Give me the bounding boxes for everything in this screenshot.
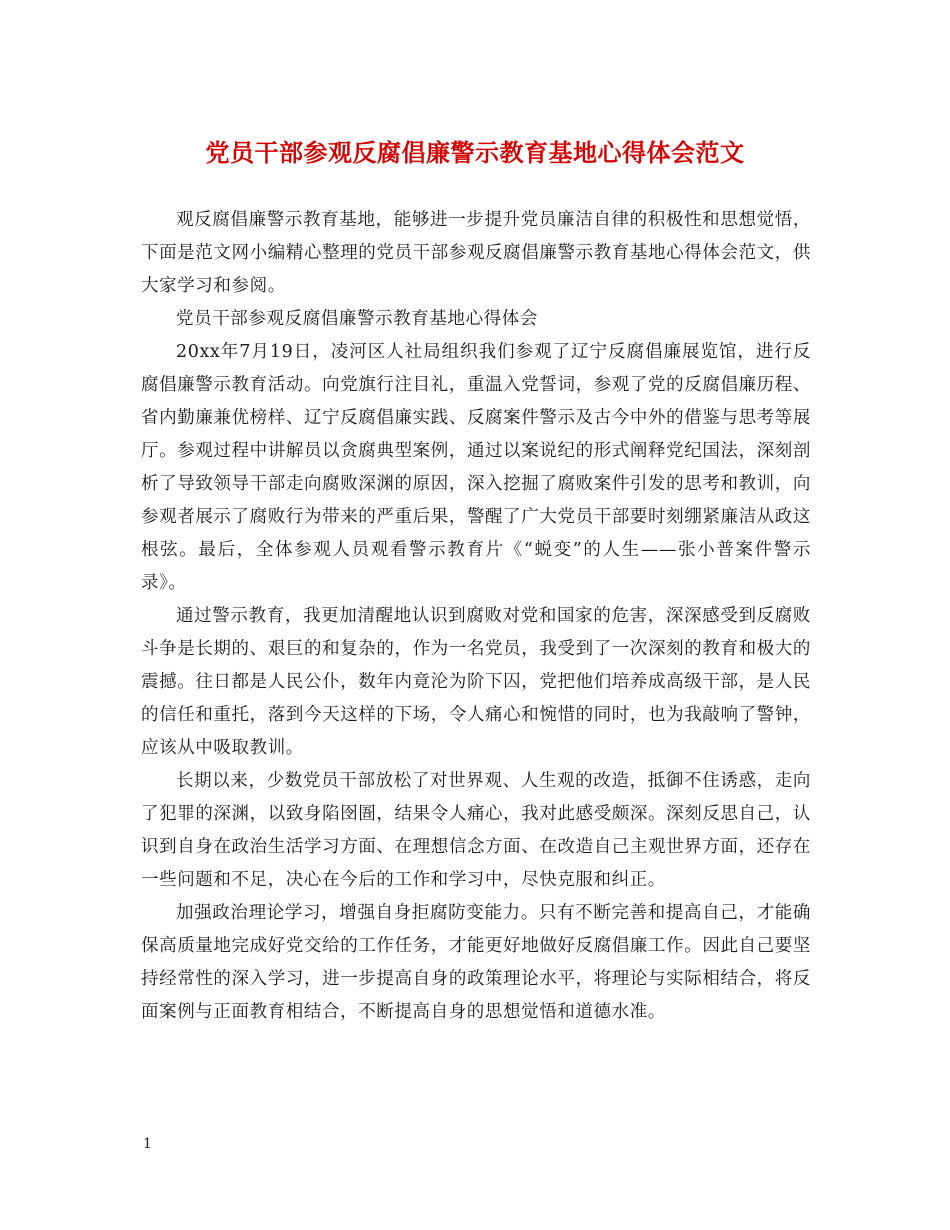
document-title: 党员干部参观反腐倡廉警示教育基地心得体会范文 [205, 138, 745, 167]
paragraph-intro: 观反腐倡廉警示教育基地，能够进一步提升党员廉洁自律的积极性和思想觉悟，下面是范文网小编精心整理的党员干部参观反腐倡廉警示教育基地心得体会范文，供大家学习和参阅。 [141, 210, 811, 296]
paragraph-reflection: 通过警示教育，我更加清醒地认识到腐败对党和国家的危害，深深感受到反腐败斗争是长期的、艰巨的和复杂的，作为一名党员，我受到了一次深刻的教育和极大的震撼。往日都是人民公仆，数年内竟沦为阶下囚，党把他们培养成高级干部，是人民的信任和重托，落到今天这样的下场，令人痛心和惋惜的同时，也为我敲响了警钟，应该从中吸取教训。 [141, 606, 811, 758]
paragraph-self-review: 长期以来，少数党员干部放松了对世界观、人生观的改造，抵御不住诱惑，走向了犯罪的深渊，以致身陷囹圄，结果令人痛心，我对此感受颇深。深刻反思自己，认识到自身在政治生活学习方面、在理想信念方面、在改造自己主观世界方面，还存在一些问题和不足，决心在今后的工作和学习中，尽快克服和纠正。 [141, 771, 811, 890]
paragraph-subtitle: 党员干部参观反腐倡廉警示教育基地心得体会 [176, 309, 538, 329]
paragraph-study: 加强政治理论学习，增强自身拒腐防变能力。只有不断完善和提高自己，才能确保高质量地完成好党交给的工作任务，才能更好地做好反腐倡廉工作。因此自己要坚持经常性的深入学习，进一步提高自身的政策理论水平，将理论与实际相结合，将反面案例与正面教育相结合，不断提高自身的思想觉悟和道德水准。 [141, 903, 811, 1022]
paragraph-visit: 20xx年7月19日，凌河区人社局组织我们参观了辽宁反腐倡廉展览馆，进行反腐倡廉警示教育活动。向党旗行注目礼，重温入党誓词，参观了党的反腐倡廉历程、省内勤廉兼优榜样、辽宁反腐倡廉实践、反腐案件警示及古今中外的借鉴与思考等展厅。参观过程中讲解员以贪腐典型案例，通过以案说纪的形式阐释党纪国法，深刻剖析了导致领导干部走向腐败深渊的原因，深入挖掘了腐败案件引发的思考和教训，向参观者展示了腐败行为带来的严重后果，警醒了广大党员干部要时刻绷紧廉洁从政这根弦。最后，全体参观人员观看警示教育片《“蜕变”的人生——张小普案件警示录》。 [141, 342, 811, 593]
page-number: 1 [143, 1136, 152, 1152]
document-body [141, 204, 811, 1029]
